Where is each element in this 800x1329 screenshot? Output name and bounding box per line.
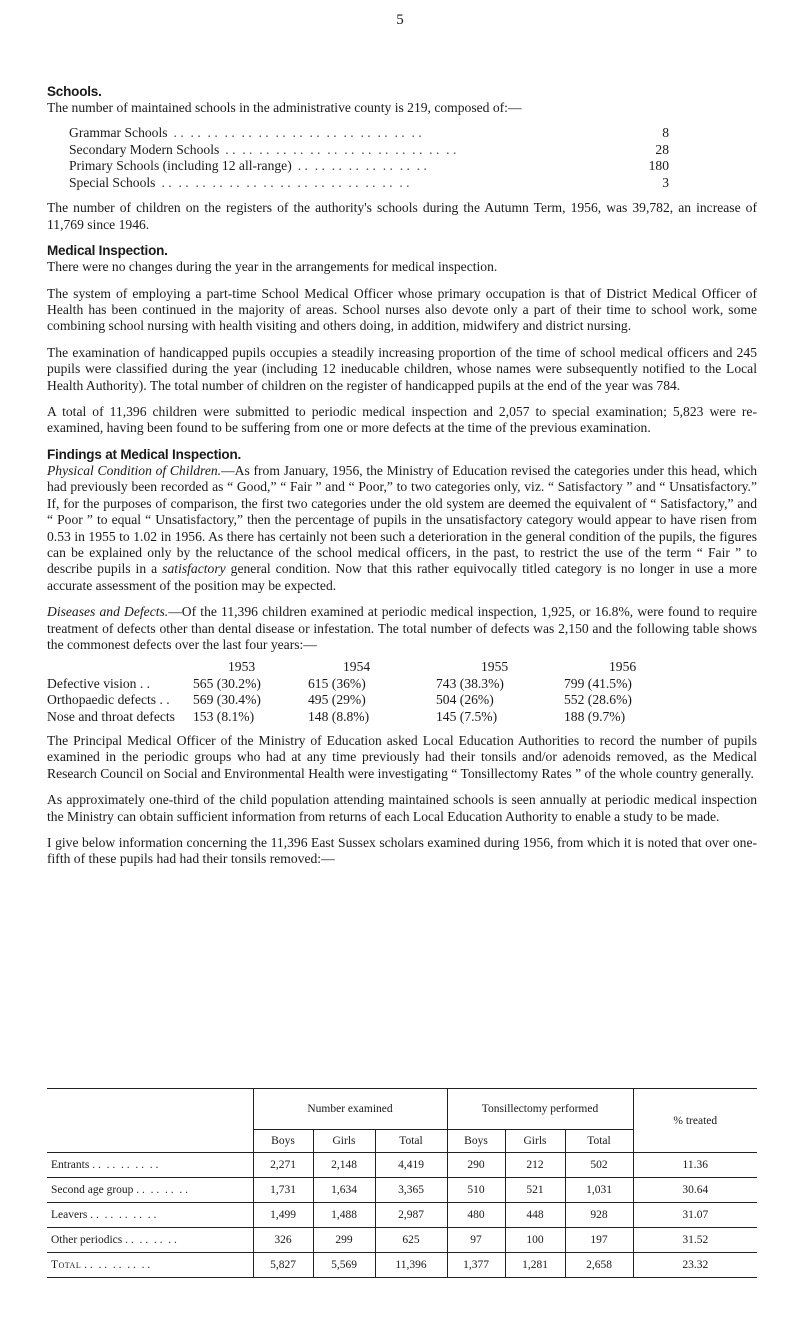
row-label: Total . . . . . . . . . .	[47, 1253, 253, 1278]
schools-children: The number of children on the registers of the authority's schools during the Autumn Term, 1956, was 39,782, an increase of 11,769 since 1946.	[47, 200, 757, 232]
list-item	[69, 125, 669, 142]
defect-label: Nose and throat defects	[47, 708, 175, 724]
column-header: Boys	[253, 1130, 313, 1153]
table-cell: 31.07	[633, 1203, 757, 1228]
table-cell: 480	[447, 1203, 505, 1228]
principal-officer-paragraph: The Principal Medical Officer of the Ministry of Education asked Local Education Authorities to record the number of pupils examined in the periodic groups who had at any time previously had their tonsils and/or adenoids removed, as the Medical Research Council on Social and Environmental Health were investigating “ Tonsillectomy Rates ” of the whole country generally.	[47, 732, 757, 781]
diseases-title: Diseases and Defects.	[47, 604, 169, 620]
column-header: Girls	[505, 1130, 565, 1153]
table-cell: 5,827	[253, 1253, 313, 1278]
table-cell: 448	[505, 1203, 565, 1228]
table-cell: 3,365	[375, 1178, 447, 1203]
row-label: Other periodics . . . . . . . .	[47, 1228, 253, 1253]
table-cell: 1,499	[253, 1203, 313, 1228]
table-cell: 30.64	[633, 1178, 757, 1203]
list-item-value: 3	[662, 174, 669, 190]
defects-header-row	[47, 659, 757, 675]
year-header: 1954	[343, 659, 371, 675]
table-row	[47, 1228, 757, 1253]
table-cell: 1,488	[313, 1203, 375, 1228]
table-cell: 326	[253, 1228, 313, 1253]
row-label: Leavers . . . . . . . . . .	[47, 1203, 253, 1228]
medical-paragraph: The system of employing a part-time School Medical Officer whose primary occupation is that of District Medical Officer of Health has been continued in the majority of areas. School nurses also devote only a part of their time to school work, some combining school nursing with health visiting and others doing, in addition, midwifery and district nursing.	[47, 285, 757, 334]
defect-label: Orthopaedic defects . .	[47, 692, 170, 708]
findings-heading: Findings at Medical Inspection.	[47, 446, 242, 462]
column-header: Boys	[447, 1130, 505, 1153]
list-item-label: Secondary Modern Schools	[69, 141, 220, 157]
table-cell: 212	[505, 1153, 565, 1178]
column-header: Total	[375, 1130, 447, 1153]
page-number: 5	[396, 12, 404, 28]
table-cell: 2,658	[565, 1253, 633, 1278]
table-cell: 23.32	[633, 1253, 757, 1278]
table-cell: 1,731	[253, 1178, 313, 1203]
table-cell: 5,569	[313, 1253, 375, 1278]
medical-paragraph: There were no changes during the year in the arrangements for medical inspection.	[47, 259, 498, 275]
tonsillectomy-table	[47, 1088, 757, 1278]
list-item	[69, 142, 669, 159]
table-cell: 11,396	[375, 1253, 447, 1278]
physical-condition-paragraph: Physical Condition of Children.—As from January, 1956, the Ministry of Education revised the categories under this head, which had previously been recorded as “ Good,” “ Fair ” and “ Poor,” to two categories only, viz. “ Satisfactory ” and “ Unsatisfactory.” If, for the purposes of comparison, the first two categories under the old system are deemed the equivalent of “ Satisfactory,” and “ Poor ” to equal “ Unsatisfactory,” then the percentage of pupils in the unsatisfactory category would appear to have risen from 0.53 in 1955 to 1.02 in 1956. As there has certainly not been such a deterioration in the general condition of the pupils, the figures can be explained only by the reluctance of the school medical officers, in the past, to restrict the use of the term “ Fair ” to describe pupils in a satisfactory general condition. Now that this rather equivocally titled category is no longer in use a more accurate assessment of the position may be expected.	[47, 462, 757, 593]
table-row	[47, 1203, 757, 1228]
table-cell: 100	[505, 1228, 565, 1253]
year-header: 1955	[481, 659, 509, 675]
schools-list	[69, 125, 669, 191]
row-label: Second age group . . . . . . . .	[47, 1178, 253, 1203]
table-cell: 2,271	[253, 1153, 313, 1178]
table-cell: 11.36	[633, 1153, 757, 1178]
leader-dots: . . . . . . . . . . . . . . . . . . . . . . . . . . . . . .	[173, 125, 422, 141]
table-cell: 299	[313, 1228, 375, 1253]
table-cell: 510	[447, 1178, 505, 1203]
table-cell: 1,377	[447, 1253, 505, 1278]
physical-condition-title: Physical Condition of Children.	[47, 462, 222, 478]
table-row	[47, 1253, 757, 1278]
list-item-label: Special Schools	[69, 174, 156, 190]
diseases-paragraph: Diseases and Defects.—Of the 11,396 children examined at periodic medical inspection, 1,925, or 16.8%, were found to require treatment of defects other than dental disease or infestation. The total number of defects was 2,150 and the following table shows the commonest defects over the last four years:—	[47, 604, 757, 652]
tonsil-intro-paragraph: I give below information concerning the 11,396 East Sussex scholars examined during 1956, from which it is noted that over one-fifth of these pupils had had their tonsils removed:—	[47, 834, 757, 867]
medical-paragraph: The examination of handicapped pupils occupies a steadily increasing proportion of the time of school medical officers and 245 pupils were classified during the year (including 12 ineducable children, whose names were subsequently notified to the Local Health Authority). The total number of children on the register of handicapped pupils at the end of the year was 784.	[47, 344, 757, 393]
leader-dots: . . . . . . . . . . . . . . . .	[297, 158, 427, 174]
list-item	[69, 158, 669, 175]
defects-row: Nose and throat defects 153 (8.1%) 148 (8.8%) 145 (7.5%) 188 (9.7%)	[47, 708, 626, 724]
column-group-header: Number examined	[253, 1089, 447, 1130]
defects-row: Defective vision . . 565 (30.2%) 615 (36%) 743 (38.3%) 799 (41.5%)	[47, 675, 632, 691]
row-label: Entrants . . . . . . . . . .	[47, 1153, 253, 1178]
table-cell: 521	[505, 1178, 565, 1203]
table-cell: 2,148	[313, 1153, 375, 1178]
table-cell: 197	[565, 1228, 633, 1253]
table-cell: 1,031	[565, 1178, 633, 1203]
leader-dots: . . . . . . . . . . . . . . . . . . . . . . . . . . . . . .	[161, 174, 410, 190]
table-row	[47, 1178, 757, 1203]
leader-dots: . . . . . . . . . . . . . . . . . . . . . . . . . . . .	[225, 141, 457, 157]
table-cell: 4,419	[375, 1153, 447, 1178]
schools-heading: Schools.	[47, 84, 102, 99]
table-cell: 502	[565, 1153, 633, 1178]
medical-heading: Medical Inspection.	[47, 243, 168, 259]
list-item-label: Grammar Schools	[69, 125, 168, 141]
table-cell: 625	[375, 1228, 447, 1253]
defect-label: Defective vision . .	[47, 675, 151, 691]
list-item	[69, 175, 669, 192]
column-group-header: Tonsillectomy performed	[447, 1089, 633, 1130]
column-header: Girls	[313, 1130, 375, 1153]
column-group-header: % treated	[633, 1089, 757, 1153]
list-item-label: Primary Schools (including 12 all-range)	[69, 158, 292, 174]
table-cell: 2,987	[375, 1203, 447, 1228]
column-header: Total	[565, 1130, 633, 1153]
one-third-paragraph: As approximately one-third of the child population attending maintained schools is seen annually at periodic medical inspection the Ministry can obtain sufficient information from returns of each Local Education Authority to enable a study to be made.	[47, 792, 757, 824]
table-row	[47, 1153, 757, 1178]
schools-intro: The number of maintained schools in the administrative county is 219, composed of:—	[47, 100, 522, 115]
list-item-value: 28	[655, 141, 669, 157]
table-group-header-row	[47, 1089, 757, 1130]
table-cell: 1,634	[313, 1178, 375, 1203]
list-item-value: 8	[662, 125, 669, 141]
list-item-value: 180	[648, 158, 669, 174]
table-cell: 31.52	[633, 1228, 757, 1253]
table-cell: 97	[447, 1228, 505, 1253]
year-header: 1953	[228, 659, 256, 675]
defects-table	[47, 659, 757, 725]
year-header: 1956	[609, 659, 637, 675]
medical-paragraph: A total of 11,396 children were submitted to periodic medical inspection and 2,057 to special examination; 5,823 were re-examined, having been found to be suffering from one or more defects at the time of the previous examination.	[47, 404, 757, 436]
defects-row: Orthopaedic defects . . 569 (30.4%) 495 (29%) 504 (26%) 552 (28.6%)	[47, 692, 632, 708]
page-content	[47, 84, 757, 868]
table-cell: 290	[447, 1153, 505, 1178]
table-cell: 1,281	[505, 1253, 565, 1278]
table-cell: 928	[565, 1203, 633, 1228]
